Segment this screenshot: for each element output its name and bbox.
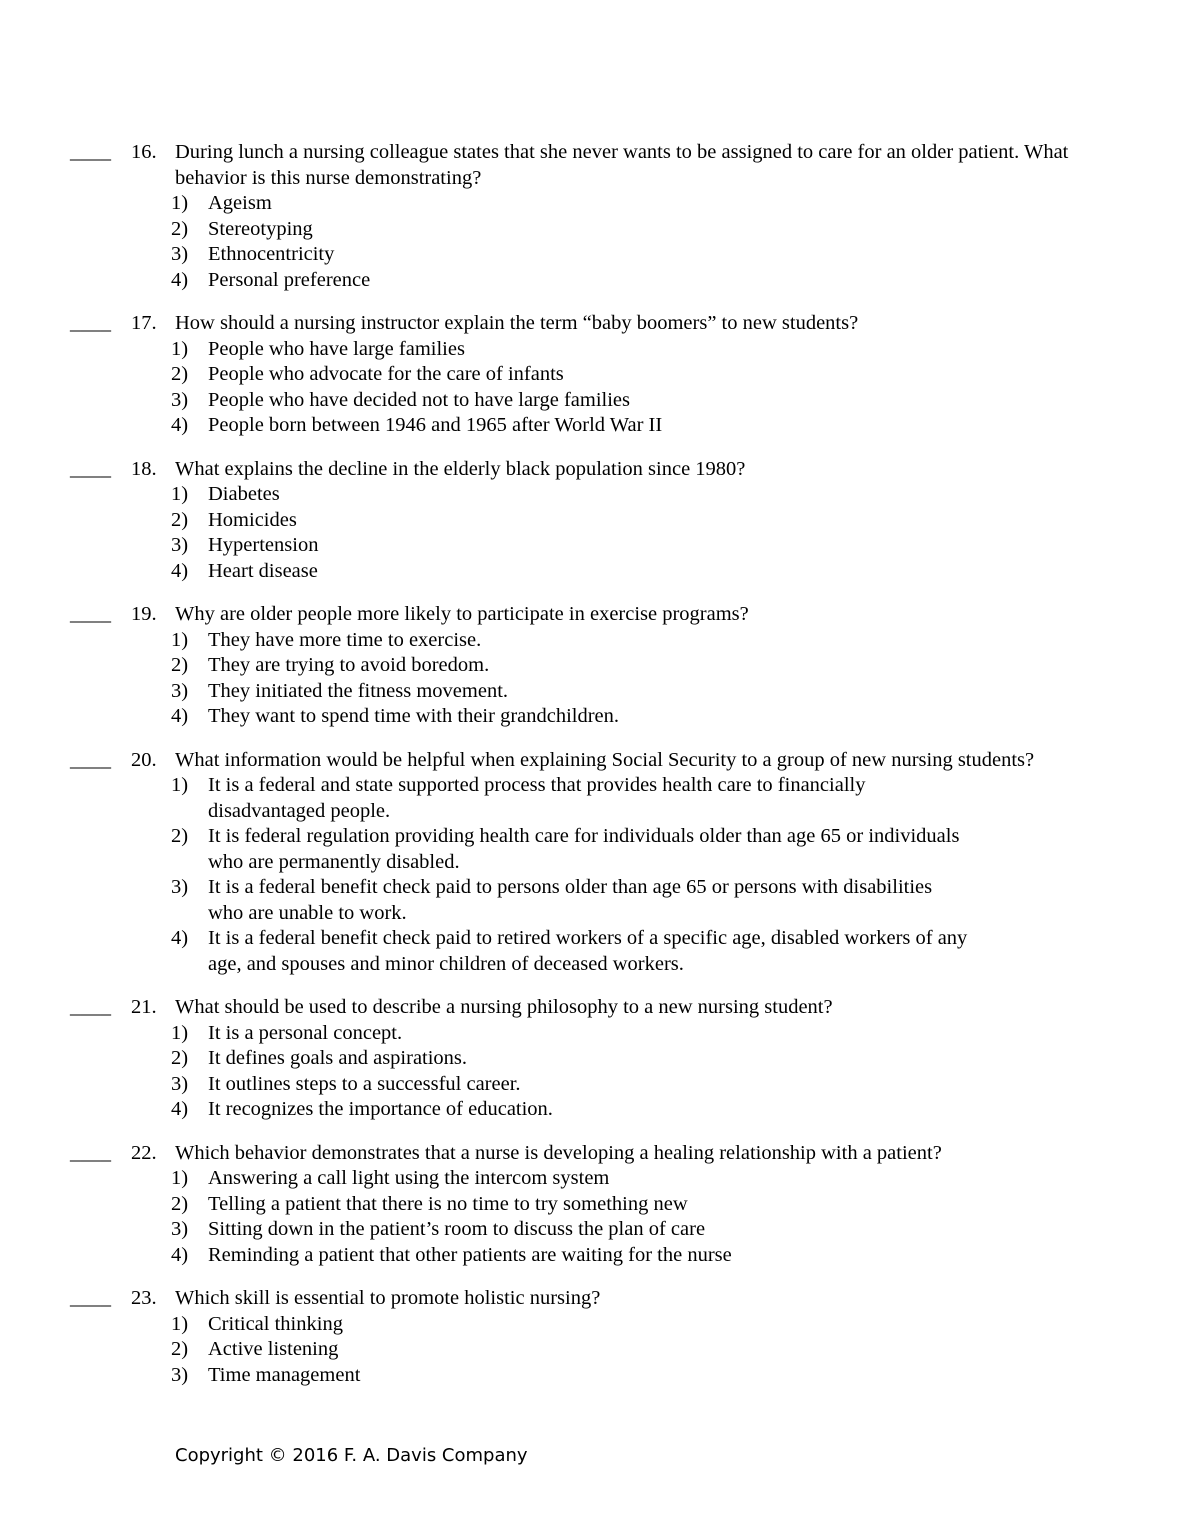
answer-options: [0, 773, 1190, 977]
question-6: [0, 1141, 1190, 1269]
question-0: [0, 140, 1190, 293]
answer-blank: ____: [70, 1287, 111, 1309]
option-text: It is a personal concept.: [208, 1021, 403, 1044]
option-number: 1): [171, 774, 189, 796]
option-number: 3): [171, 534, 189, 556]
option-number: 4): [171, 1098, 189, 1120]
question-1: [0, 311, 1190, 439]
question-list: [0, 140, 1190, 1406]
option-text: Telling a patient that there is no time to try something new: [208, 1192, 688, 1215]
question-number: 20.: [131, 748, 157, 771]
option-text: It outlines steps to a successful career.: [208, 1072, 521, 1095]
option-number: 4): [171, 927, 189, 949]
option-text: People who have large families: [208, 337, 465, 360]
question-text: Which skill is essential to promote holistic nursing?: [175, 1287, 601, 1309]
option-text: Answering a call light using the intercom system: [208, 1167, 610, 1189]
option-text: Personal preference: [208, 268, 371, 291]
answer-option: [0, 413, 1190, 439]
answer-option: [0, 653, 1190, 679]
question-text: How should a nursing instructor explain the term “baby boomers” to new students?: [175, 312, 859, 334]
option-text: Diabetes: [208, 483, 280, 505]
answer-option: [0, 679, 1190, 705]
answer-option: [0, 1363, 1190, 1389]
question-stem: [0, 1286, 1190, 1312]
option-number: 3): [171, 388, 189, 411]
option-number: 3): [171, 1363, 189, 1386]
answer-option: [0, 337, 1190, 363]
answer-blank: ____: [70, 457, 111, 480]
option-number: 2): [171, 1338, 189, 1360]
option-number: 3): [171, 679, 189, 702]
option-number: 4): [171, 1243, 189, 1266]
question-text: What explains the decline in the elderly black population since 1980?: [175, 457, 746, 480]
option-number: 2): [171, 1192, 189, 1215]
answer-blank: ____: [70, 1141, 111, 1164]
option-number: 1): [171, 1312, 189, 1335]
option-number: 4): [171, 705, 189, 727]
answer-options: [0, 1021, 1190, 1123]
option-text: Ethnocentricity: [208, 243, 335, 265]
answer-options: [0, 337, 1190, 439]
answer-option: [0, 1166, 1190, 1192]
answer-option: [0, 1243, 1190, 1269]
option-text: They have more time to exercise.: [208, 628, 482, 651]
option-text: It defines goals and aspirations.: [208, 1047, 468, 1069]
answer-options: [0, 1312, 1190, 1389]
question-stem: [0, 140, 1190, 191]
option-text: It is a federal and state supported process that provides health care to financially disadvantaged people.: [208, 774, 866, 822]
answer-option: [0, 1072, 1190, 1098]
answer-option: [0, 1021, 1190, 1047]
option-text: Active listening: [208, 1338, 339, 1360]
answer-option: [0, 268, 1190, 294]
answer-option: [0, 191, 1190, 217]
option-text: It recognizes the importance of education.: [208, 1098, 553, 1120]
answer-option: [0, 388, 1190, 414]
question-text: What should be used to describe a nursing philosophy to a new nursing student?: [175, 996, 833, 1018]
answer-option: [0, 1192, 1190, 1218]
answer-blank: ____: [70, 603, 111, 625]
question-text: What information would be helpful when explaining Social Security to a group of new nursing students?: [175, 748, 1035, 771]
option-number: 2): [171, 217, 189, 240]
answer-option: [0, 559, 1190, 585]
answer-option: [0, 926, 1190, 977]
option-text: They want to spend time with their grandchildren.: [208, 705, 620, 727]
question-stem: [0, 995, 1190, 1021]
option-text: Heart disease: [208, 559, 318, 582]
answer-options: [0, 191, 1190, 293]
answer-option: [0, 773, 1190, 824]
question-number: 19.: [131, 603, 157, 625]
question-4: [0, 748, 1190, 978]
answer-blank: ____: [70, 748, 111, 771]
option-number: 1): [171, 337, 189, 360]
option-number: 3): [171, 1072, 189, 1095]
option-number: 1): [171, 628, 189, 651]
question-stem: [0, 748, 1190, 774]
option-number: 1): [171, 483, 189, 505]
answer-options: [0, 1166, 1190, 1268]
answer-option: [0, 217, 1190, 243]
answer-option: [0, 362, 1190, 388]
answer-option: [0, 1217, 1190, 1243]
question-number: 17.: [131, 312, 157, 334]
answer-options: [0, 628, 1190, 730]
option-number: 2): [171, 1047, 189, 1069]
answer-option: [0, 1097, 1190, 1123]
option-text: Hypertension: [208, 534, 319, 556]
option-text: People who have decided not to have large families: [208, 388, 631, 411]
option-number: 1): [171, 1021, 189, 1044]
answer-option: [0, 875, 1190, 926]
answer-option: [0, 824, 1190, 875]
option-number: 3): [171, 876, 189, 898]
question-text: During lunch a nursing colleague states that she never wants to be assigned to care for an older patient. What behavior is this nurse demonstrating?: [175, 141, 1069, 189]
option-text: Critical thinking: [208, 1312, 343, 1335]
option-text: People who advocate for the care of infants: [208, 363, 564, 385]
option-number: 3): [171, 243, 189, 265]
question-stem: [0, 1141, 1190, 1167]
answer-blank: ____: [70, 141, 111, 163]
question-3: [0, 602, 1190, 730]
question-number: 21.: [131, 996, 157, 1018]
question-stem: [0, 457, 1190, 483]
option-number: 1): [171, 1167, 189, 1189]
question-5: [0, 995, 1190, 1123]
option-text: Sitting down in the patient’s room to discuss the plan of care: [208, 1218, 706, 1240]
answer-option: [0, 482, 1190, 508]
option-number: 2): [171, 825, 189, 847]
question-stem: [0, 311, 1190, 337]
option-text: Homicides: [208, 508, 297, 531]
answer-option: [0, 1312, 1190, 1338]
question-7: [0, 1286, 1190, 1388]
answer-blank: ____: [70, 996, 111, 1018]
option-text: They initiated the fitness movement.: [208, 679, 509, 702]
option-number: 4): [171, 268, 189, 291]
question-stem: [0, 602, 1190, 628]
option-text: Reminding a patient that other patients are waiting for the nurse: [208, 1243, 732, 1266]
option-number: 1): [171, 192, 189, 214]
option-text: People born between 1946 and 1965 after World War II: [208, 414, 663, 436]
answer-option: [0, 1046, 1190, 1072]
question-number: 18.: [131, 457, 157, 480]
option-number: 4): [171, 414, 189, 436]
option-text: It is a federal benefit check paid to retired workers of a specific age, disabled workers of any age, and spouses and minor children of deceased workers.: [208, 927, 968, 975]
question-number: 16.: [131, 141, 157, 163]
answer-blank: ____: [70, 312, 111, 334]
option-number: 2): [171, 363, 189, 385]
option-number: 2): [171, 654, 189, 676]
answer-options: [0, 482, 1190, 584]
option-text: They are trying to avoid boredom.: [208, 654, 490, 676]
question-text: Why are older people more likely to participate in exercise programs?: [175, 603, 749, 625]
question-number: 23.: [131, 1287, 157, 1309]
answer-option: [0, 533, 1190, 559]
option-text: Ageism: [208, 192, 272, 214]
answer-option: [0, 628, 1190, 654]
option-number: 2): [171, 508, 189, 531]
option-text: It is a federal benefit check paid to persons older than age 65 or persons with disabilities who are unable to work.: [208, 876, 933, 924]
option-text: Time management: [208, 1363, 361, 1386]
answer-option: [0, 242, 1190, 268]
option-number: 3): [171, 1218, 189, 1240]
answer-option: [0, 1337, 1190, 1363]
option-number: 4): [171, 559, 189, 582]
option-text: Stereotyping: [208, 217, 313, 240]
answer-option: [0, 508, 1190, 534]
option-text: It is federal regulation providing health care for individuals older than age 65 or individuals who are permanently disabled.: [208, 825, 960, 873]
answer-option: [0, 704, 1190, 730]
question-2: [0, 457, 1190, 585]
copyright-footer: Copyright © 2016 F. A. Davis Company: [175, 1445, 528, 1466]
question-text: Which behavior demonstrates that a nurse is developing a healing relationship with a patient?: [175, 1141, 942, 1164]
question-number: 22.: [131, 1141, 157, 1164]
